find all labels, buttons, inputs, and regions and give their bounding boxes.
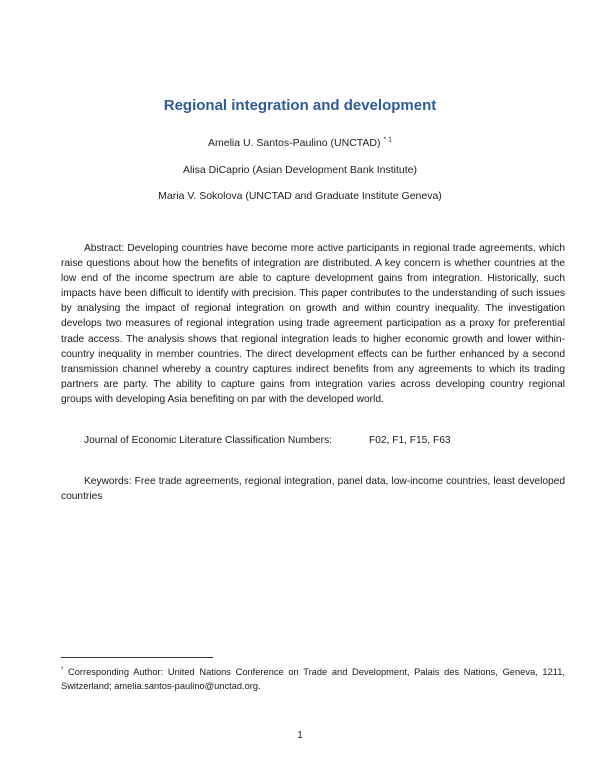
paper-title: Regional integration and development <box>163 97 437 114</box>
author-1-name: Amelia U. Santos-Paulino (UNCTAD) <box>207 137 381 149</box>
jel-classification <box>84 435 451 446</box>
footnote-mark: * <box>61 666 64 673</box>
jel-codes: F02, F1, F15, F63 <box>369 435 451 446</box>
footnote-divider <box>61 657 213 658</box>
author-1-footnote-marks: * 1 <box>383 136 392 144</box>
page-number: 1 <box>297 730 303 741</box>
author-2 <box>0 164 600 176</box>
jel-label: Journal of Economic Literature Classification Numbers: <box>84 435 333 446</box>
keywords-paragraph: Keywords: Free trade agreements, regional integration, panel data, low-income countries, least developed countries <box>61 476 565 503</box>
footnote <box>61 666 565 693</box>
footnote-text: Corresponding Author: United Nations Conference on Trade and Development, Palais des Nations, Geneva, 1211, Switzerland; amelia.santos-paulino@unctad.org. <box>61 667 565 691</box>
author-3 <box>0 190 600 202</box>
author-2-name: Alisa DiCaprio (Asian Development Bank Institute) <box>182 164 418 176</box>
abstract-paragraph: Abstract: Developing countries have become more active participants in regional trade agreements, which raise questions about how the benefits of integration are distributed. A key concern is whether countries at the low end of the income spectrum are able to capture development gains from integration. Historically, such impacts have been difficult to identify with precision. This paper contributes to the understanding of such issues by analysing the impact of regional integration on growth and within country inequality. The investigation develops two measures of regional integration using trade agreement participation as a proxy for preferential trade access. The analysis shows that regional integration leads to higher economic growth and lower within-country inequality in member countries. The direct development effects can be further enhanced by a second transmission channel whereby a country captures indirect benefits from any agreements to which its trading partners are party. The ability to capture gains from integration varies across developing country regional groups with developing Asia benefiting on par with the developed world. <box>61 243 565 405</box>
author-1 <box>0 137 600 149</box>
author-3-name: Maria V. Sokolova (UNCTAD and Graduate Institute Geneva) <box>158 190 442 202</box>
